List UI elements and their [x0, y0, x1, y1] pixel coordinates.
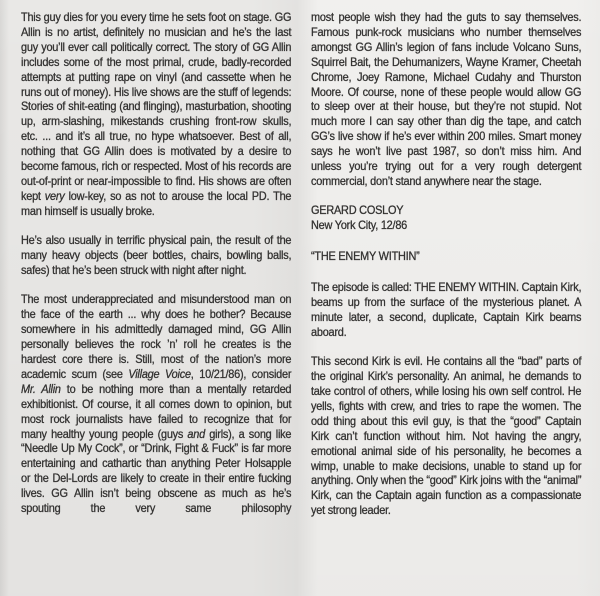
italic-text: Mr. Allin: [21, 381, 61, 396]
section-heading: “THE ENEMY WITHIN”: [311, 249, 420, 264]
text-run: low-key, so as not to arouse the local PD. The man himself is usually broke.: [21, 188, 292, 218]
paragraph: [21, 233, 291, 278]
paragraph: [311, 10, 581, 189]
text-run: The most underappreciated and misunderstood man on the face of the earth ... why does he bother? Because somewhere in his admittedly damaged mind, GG Allin personally believes the rock ’n’ roll he creates is the hardest core there is. Still, most of the nation’s more academic scum (see: [21, 292, 292, 381]
italic-text: Village Voice: [128, 366, 191, 381]
paragraph: [21, 292, 291, 516]
text-run: to be nothing more than a mentally retarded exhibitionist. Of course, it all comes down to opinion, but most rock journalists have failed to recognize that for many healthy young people (guys: [21, 381, 292, 441]
paragraph: [311, 280, 581, 340]
text-run: , 10/21/86), consider: [190, 366, 292, 381]
paragraph: [21, 10, 291, 219]
italic-text: very: [44, 188, 65, 203]
text-run: girls), a song like “Needle Up My Cock”, or “Drink, Fight & Fuck” is far more entertaining and cathartic than anything Peter Holsapple or the Del-Lords are likely to create in their entire fucking lives. GG Allin isn’t being obscene as much as he’s spouting the very same philosophy: [21, 426, 292, 516]
paragraph: [311, 354, 581, 518]
text-run: The episode is called: THE ENEMY WITHIN. Captain Kirk, beams up from the surface of the mysterious planet. A minute later, a second, duplicate, Captain Kirk beams aboard.: [311, 280, 582, 339]
text-column-left: [21, 10, 291, 531]
text-run: This second Kirk is evil. He contains all the “bad” parts of the original Kirk’s personality. An animal, he demands to take control of others, while losing his own self control. He yells, fights with crew, and tries to rape the women. The odd thing about this evil guy, is that the “good” Captain Kirk can’t function without him. Not having the angry, emotional animal side of his personality, he becomes a wimp, unable to make decisions, unable to stand up for anything. Only when the “good” Kirk joins with the “animal” Kirk, can the Captain again function as a compassionate yet strong leader.: [311, 354, 582, 518]
signature-line: GERARD COSLOY: [311, 203, 404, 218]
text-run: This guy dies for you every time he sets foot on stage. GG Allin is no artist, definitely no musician and he’s the last guy you’ll ever call politically correct. The story of GG Allin includes some of the most primal, crude, badly-recorded attempts at putting rape on vinyl (and cassette when he runs out of money). His live shows are the stuff of legends: Stories of shit-eating (and flinging), masturbation, shooting up, arm-slashing, mikestands crushing front-row skulls, etc. ... and it’s all true, no hype whatsoever. Best of all, nothing that GG Allin does is motivated by a desire to become famous, rich or respected. Most of his records are out-of-print or near-impossible to find. His shows are often kept: [21, 10, 292, 203]
signature-line: New York City, 12/86: [311, 218, 408, 233]
text-column-right: [311, 10, 581, 533]
text-run: He’s also usually in terrific physical pain, the result of the many heavy objects (beer bottles, chairs, bowling balls, safes) that he’s been struck with night after night.: [21, 233, 292, 277]
signature-block: [311, 203, 581, 233]
italic-text: and: [187, 426, 205, 441]
text-run: most people wish they had the guts to say themselves. Famous punk-rock musicians who number themselves amongst GG Allin’s legion of fans include Volcano Suns, Squirrel Bait, the Dehumanizers, Wayne Kramer, Cheetah Chrome, Joey Ramone, Michael Cudahy and Thurston Moore. Of course, none of these people would allow GG to sleep over at their house, but they’re not stupid. Not much more I can say other than dig the tape, and catch GG’s live show if he’s ever within 200 miles. Smart money says he won’t live past 1987, so don’t miss him. And unless you’re trying out for a very rough detergent commercial, don’t stand anywhere near the stage.: [311, 10, 582, 188]
